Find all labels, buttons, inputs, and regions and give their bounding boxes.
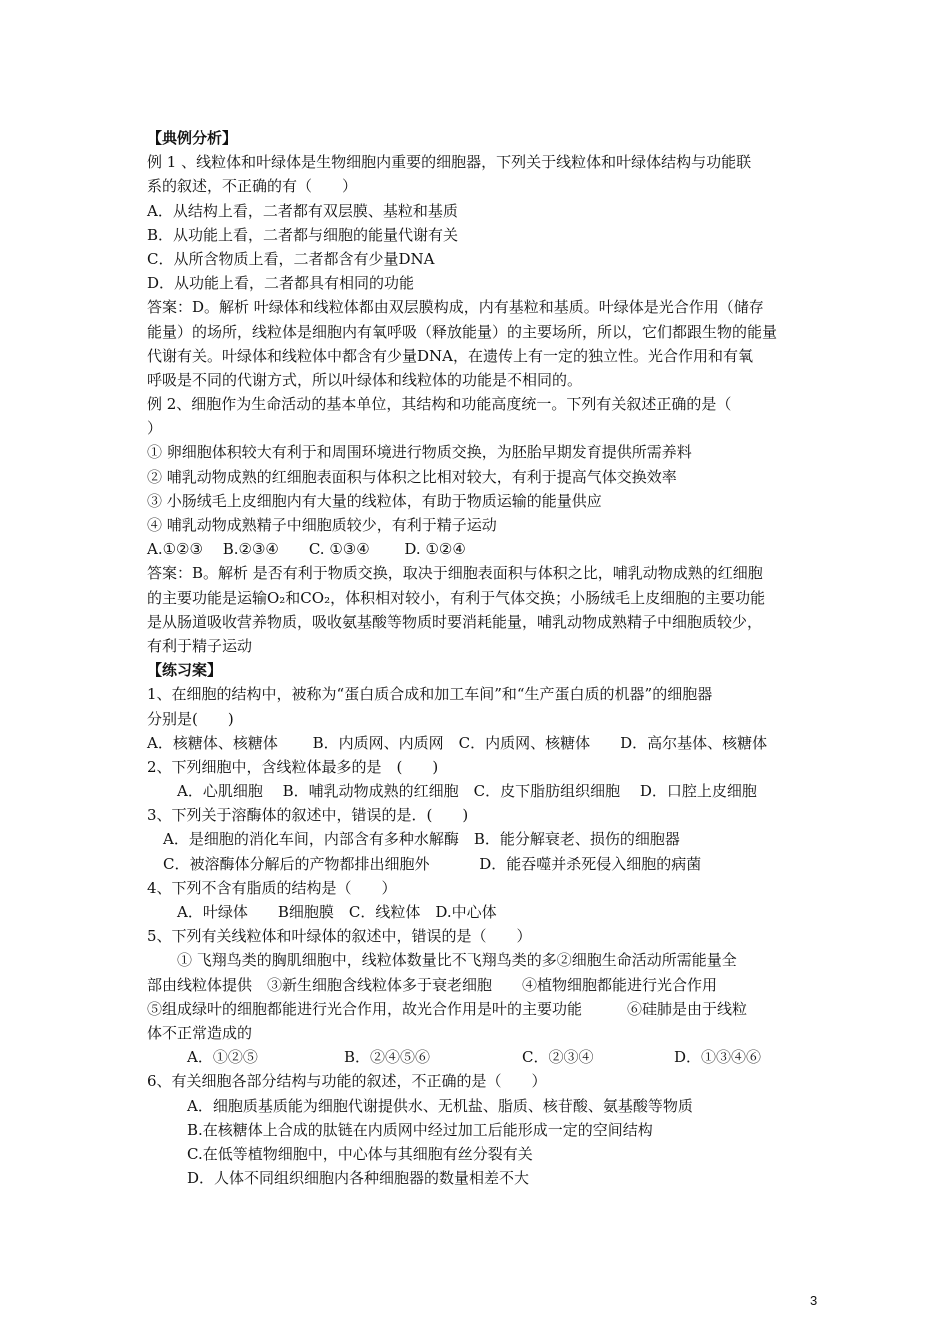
example1-answer-line4: 呼吸是不同的代谢方式，所以叶绿体和线粒体的功能是不相同的。 bbox=[147, 370, 583, 389]
practice6-option-d: D．人体不同组织细胞内各种细胞器的数量相差不大 bbox=[187, 1169, 530, 1188]
practice5-statement-line1: ① 飞翔鸟类的胸肌细胞中，线粒体数量比不飞翔鸟类的多②细胞生命活动所需能量全 bbox=[177, 951, 737, 970]
example1-option-d: D．从功能上看，二者都具有相同的功能 bbox=[147, 274, 415, 293]
example2-answer-line4: 有利于精子运动 bbox=[147, 636, 253, 655]
practice5-statement-line3: ⑤组成绿叶的细胞都能进行光合作用，故光合作用是叶的主要功能 ⑥硅肺是由于线粒 bbox=[147, 999, 748, 1018]
practice1-question-line1: 1、在细胞的结构中，被称为“蛋白质合成和加工车间”和“生产蛋白质的机器”的细胞器 bbox=[147, 685, 713, 704]
example2-statement-1: ① 卵细胞体积较大有利于和周围环境进行物质交换，为胚胎早期发育提供所需养料 bbox=[147, 443, 692, 462]
practice1-options: A．核糖体、核糖体 B．内质网、内质网 C．内质网、核糖体 D．高尔基体、核糖体 bbox=[147, 733, 768, 752]
example2-question-line1: 例 2、细胞作为生命活动的基本单位，其结构和功能高度统一。下列有关叙述正确的是（ bbox=[147, 395, 732, 414]
section-title-practice: 【练习案】 bbox=[147, 661, 223, 680]
practice5-option-c: C．②③④ bbox=[522, 1048, 594, 1067]
practice4-options: A．叶绿体 B细胞膜 C．线粒体 D.中心体 bbox=[177, 903, 497, 921]
example2-question-line2: ） bbox=[147, 419, 163, 438]
practice3-options-line2: C．被溶酶体分解后的产物都排出细胞外 D．能吞噬并杀死侵入细胞的病菌 bbox=[163, 854, 702, 873]
practice6-option-b: B.在核糖体上合成的肽链在内质网中经过加工后能形成一定的空间结构 bbox=[187, 1120, 653, 1139]
example2-answer-line3: 是从肠道吸收营养物质，吸收氨基酸等物质时要消耗能量，哺乳动物成熟精子中细胞质较少， bbox=[147, 612, 763, 631]
practice6-question: 6、有关细胞各部分结构与功能的叙述，不正确的是（ ） bbox=[147, 1072, 547, 1091]
example2-statement-4: ④ 哺乳动物成熟精子中细胞质较少，有利于精子运动 bbox=[147, 516, 497, 534]
practice5-statement-line4: 体不正常造成的 bbox=[147, 1023, 253, 1042]
page-number: 3 bbox=[810, 1293, 818, 1308]
section-title-typical-analysis: 【典例分析】 bbox=[147, 129, 238, 147]
practice1-question-line2: 分别是( ) bbox=[147, 709, 234, 728]
example2-statement-2: ② 哺乳动物成熟的红细胞表面积与体积之比相对较大，有利于提高气体交换效率 bbox=[147, 467, 677, 486]
practice3-options-line1: A．是细胞的消化车间，内部含有多种水解酶 B．能分解衰老、损伤的细胞器 bbox=[163, 830, 680, 849]
practice5-options bbox=[147, 1045, 827, 1069]
practice4-question: 4、下列不含有脂质的结构是（ ） bbox=[147, 878, 397, 897]
page-content bbox=[147, 126, 827, 1190]
example2-statement-3: ③ 小肠绒毛上皮细胞内有大量的线粒体，有助于物质运输的能量供应 bbox=[147, 491, 602, 510]
example2-answer-line2: 的主要功能是运输O₂和CO₂，体积相对较小，有利于气体交换；小肠绒毛上皮细胞的主要功能 bbox=[147, 588, 766, 607]
practice5-option-a: A．①②⑤ bbox=[187, 1048, 258, 1067]
practice6-option-c: C.在低等植物细胞中，中心体与其细胞有丝分裂有关 bbox=[187, 1144, 533, 1163]
practice3-question: 3、下列关于溶酶体的叙述中，错误的是．( ) bbox=[147, 806, 469, 825]
example1-answer-line1: 答案：D。解析 叶绿体和线粒体都由双层膜构成，内有基粒和基质。叶绿体是光合作用（储存 bbox=[147, 298, 764, 317]
example2-options: A.①②③ B.②③④ C. ①③④ D. ①②④ bbox=[147, 540, 466, 559]
practice5-question: 5、下列有关线粒体和叶绿体的叙述中，错误的是（ ） bbox=[147, 927, 532, 946]
practice2-question: 2、下列细胞中，含线粒体最多的是 ( ) bbox=[147, 757, 439, 776]
example1-question-line1: 例 1 、线粒体和叶绿体是生物细胞内重要的细胞器，下列关于线粒体和叶绿体结构与功能联 bbox=[147, 153, 752, 172]
practice6-option-a: A．细胞质基质能为细胞代谢提供水、无机盐、脂质、核苷酸、氨基酸等物质 bbox=[187, 1096, 693, 1115]
example1-option-b: B．从功能上看，二者都与细胞的能量代谢有关 bbox=[147, 225, 459, 244]
practice5-statement-line2: 部由线粒体提供 ③新生细胞含线粒体多于衰老细胞 ④植物细胞都能进行光合作用 bbox=[147, 975, 718, 994]
example1-option-a: A．从结构上看，二者都有双层膜、基粒和基质 bbox=[147, 201, 458, 220]
example2-answer-line1: 答案：B。解析 是否有利于物质交换，取决于细胞表面积与体积之比，哺乳动物成熟的红细胞 bbox=[147, 564, 763, 583]
practice5-option-b: B．②④⑤⑥ bbox=[344, 1048, 431, 1067]
example1-answer-line2: 能量）的场所，线粒体是细胞内有氧呼吸（释放能量）的主要场所，所以，它们都跟生物的能量 bbox=[147, 322, 778, 341]
example1-option-c: C．从所含物质上看，二者都含有少量DNA bbox=[147, 249, 435, 268]
practice5-option-d: D．①③④⑥ bbox=[674, 1048, 762, 1067]
example1-answer-line3: 代谢有关。叶绿体和线粒体中都含有少量DNA，在遗传上有一定的独立性。光合作用和有氧 bbox=[147, 346, 753, 365]
practice2-options: A．心肌细胞 B．哺乳动物成熟的红细胞 C．皮下脂肪组织细胞 D．口腔上皮细胞 bbox=[177, 782, 757, 801]
example1-question-line2: 系的叙述，不正确的有（ ） bbox=[147, 177, 358, 196]
